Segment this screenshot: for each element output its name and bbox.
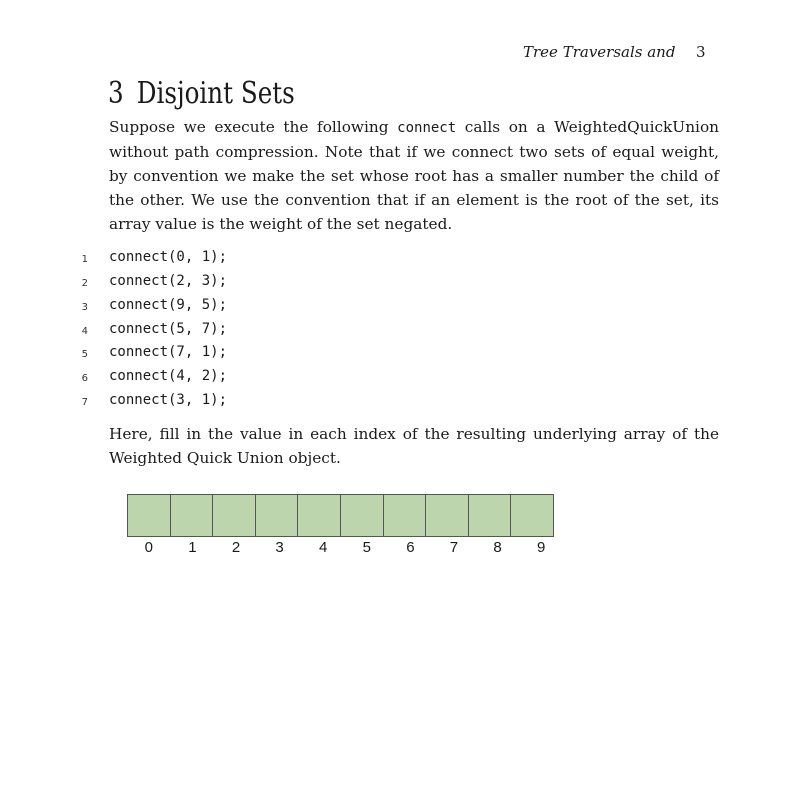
array-cell-0[interactable] xyxy=(128,495,171,536)
code-line xyxy=(0,295,400,319)
code-text: connect(7, 1); xyxy=(109,344,228,360)
array-index: 6 xyxy=(406,539,415,556)
code-line xyxy=(0,366,400,390)
array-index: 7 xyxy=(449,539,459,556)
array-index: 8 xyxy=(493,539,502,556)
array-cell-6[interactable] xyxy=(384,495,427,536)
code-text: connect(4, 2); xyxy=(109,368,228,384)
line-number: 2 xyxy=(81,278,88,289)
intro-text-start: Suppose we execute the following xyxy=(109,118,398,136)
array-cell-7[interactable] xyxy=(426,495,469,536)
intro-text-rest: calls on a WeightedQuickUnion without path compression. Note that if we connect two sets of equal weight, by convention we make the set whose root has a smaller number the child of the other. We use the convention that if an element is the root of the set, its array value is the weight of the set negated. xyxy=(109,118,720,233)
array-index: 3 xyxy=(275,539,284,556)
array-cell-8[interactable] xyxy=(469,495,512,536)
line-number: 1 xyxy=(81,254,88,265)
array-index: 0 xyxy=(144,539,153,556)
line-number: 5 xyxy=(81,349,88,360)
array-cell-1[interactable] xyxy=(171,495,214,536)
section-heading xyxy=(108,76,295,111)
array-cells xyxy=(127,494,554,537)
section-title: Disjoint Sets xyxy=(136,76,295,111)
array-index: 5 xyxy=(362,539,371,556)
array-cell-4[interactable] xyxy=(298,495,341,536)
array-cell-2[interactable] xyxy=(213,495,256,536)
code-line xyxy=(0,319,400,343)
line-number: 7 xyxy=(81,397,88,408)
fill-instruction: Here, fill in the value in each index of the resulting underlying array of the Weighted Quick Union object. xyxy=(109,425,719,467)
array-index: 4 xyxy=(319,539,328,556)
section-number: 3 xyxy=(108,76,124,111)
running-header-title: Tree Traversals and xyxy=(523,43,676,61)
array-index: 1 xyxy=(188,539,197,556)
array-cell-9[interactable] xyxy=(511,495,554,536)
array-index: 2 xyxy=(231,539,241,556)
page-number: 3 xyxy=(696,43,706,61)
array-index-labels xyxy=(127,539,563,556)
code-text: connect(3, 1); xyxy=(109,392,228,408)
code-text: connect(2, 3); xyxy=(109,273,228,289)
line-number: 3 xyxy=(81,302,88,313)
array-cell-5[interactable] xyxy=(341,495,384,536)
intro-paragraph xyxy=(109,115,719,236)
inline-code-connect: connect xyxy=(397,120,457,136)
code-line xyxy=(0,390,400,414)
array-cell-3[interactable] xyxy=(256,495,299,536)
array-index: 9 xyxy=(536,539,546,556)
code-line xyxy=(0,247,400,271)
code-line xyxy=(0,342,400,366)
code-text: connect(5, 7); xyxy=(109,321,228,337)
line-number: 4 xyxy=(81,326,88,337)
code-line xyxy=(0,271,400,295)
code-text: connect(9, 5); xyxy=(109,297,228,313)
code-text: connect(0, 1); xyxy=(109,249,228,265)
line-number: 6 xyxy=(81,373,88,384)
